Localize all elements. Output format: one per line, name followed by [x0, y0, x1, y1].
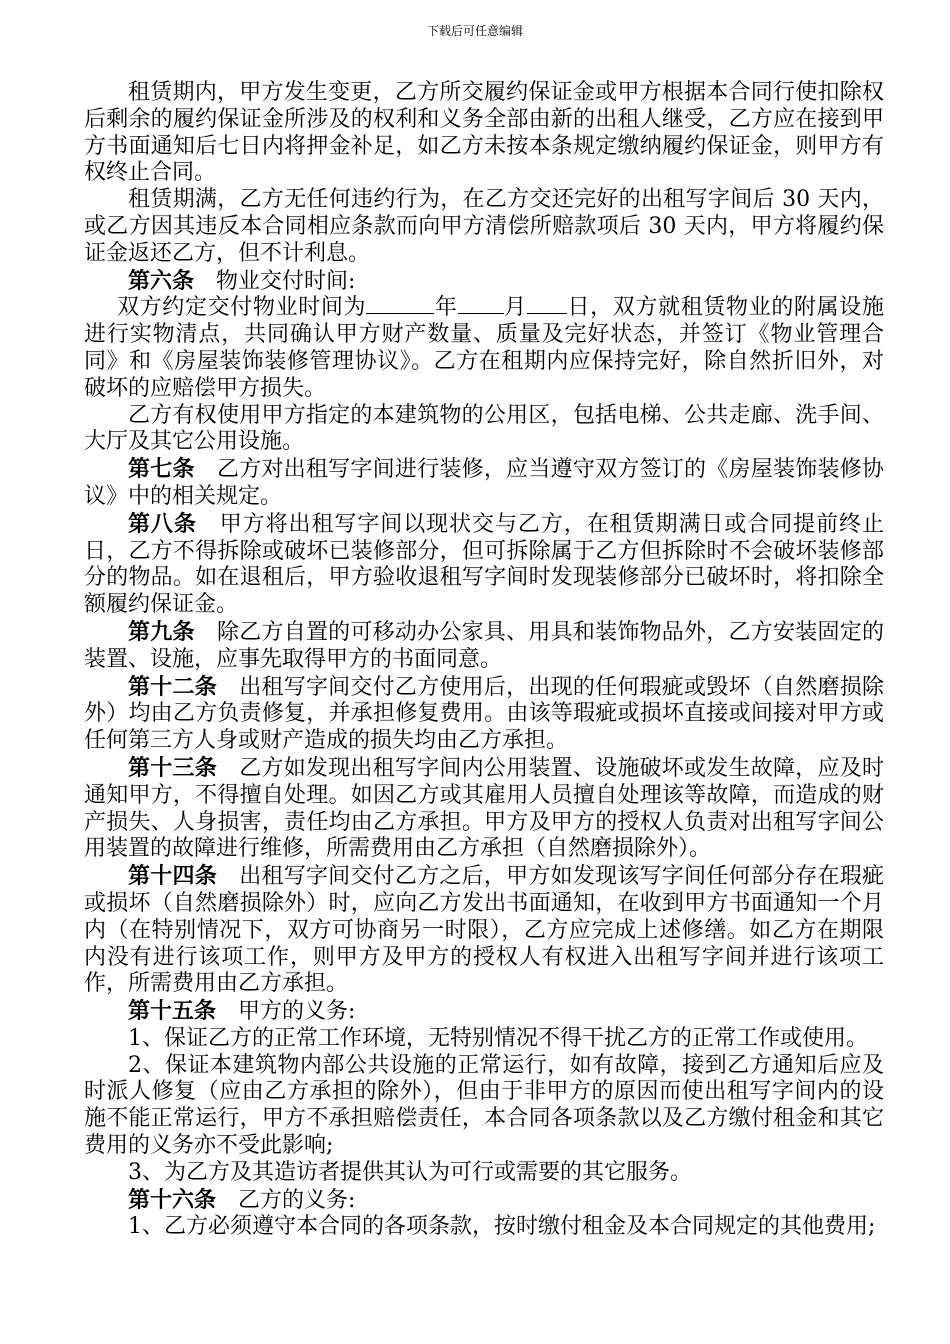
article-6-suffix: 日，双方就租赁物业的附属设施进行实物清点，共同确认甲方财产数量、质量及完好状态，并签订《物业管理合同》和《房屋装饰装修管理协议》。乙方在租期内应保持完好，除自然折旧外，对破坏的应赔偿甲方损失。	[84, 295, 884, 401]
article-8	[84, 511, 884, 619]
year-blank-field[interactable]	[366, 295, 434, 314]
article-7-text: 乙方对出租写字间进行装修，应当遵守双方签订的《房屋装饰装修协议》中的相关规定。	[84, 457, 884, 509]
article-13	[84, 755, 884, 863]
month-label: 月	[503, 295, 527, 321]
article-6-body	[84, 295, 884, 402]
article-6-prefix: 双方约定交付物业时间为	[117, 295, 367, 321]
article-7-number: 第七条	[128, 456, 195, 483]
article-16-heading	[84, 1187, 884, 1215]
article-9-text: 除乙方自置的可移动办公家具、用具和装饰物品外，乙方安装固定的装置、设施，应事先取得甲方的书面同意。	[84, 619, 884, 672]
document-body	[84, 80, 884, 1241]
page-header: 下载后可任意编辑	[426, 24, 523, 38]
paragraph-deposit-change: 租赁期内，甲方发生变更，乙方所交履约保证金或甲方根据本合同行使扣除权后剩余的履约保证金所涉及的权利和义务全部由新的出租人继受，乙方应在接到甲方书面通知后七日内将押金补足，如乙方未按本条规定缴纳履约保证金，则甲方有权终止合同。	[84, 80, 884, 186]
article-14-text: 出租写字间交付乙方之后，甲方如发现该写字间任何部分存在瑕疵或损坏（自然磨损除外）时，应向乙方发出书面通知，在收到甲方书面通知一个月内（在特别情况下，双方可协商另一时限），乙方应完成上述修缮。如乙方在期限内没有进行该项工作，则甲方及甲方的授权人有权进入出租写字间并进行该项工作，所需费用由乙方承担。	[84, 864, 884, 997]
article-16-title: 乙方的义务:	[216, 1187, 356, 1213]
article-7	[84, 456, 884, 511]
article-13-number: 第十三条	[128, 754, 217, 781]
day-blank-field[interactable]	[527, 295, 567, 314]
article-6-title: 物业交付时间:	[194, 268, 356, 294]
article-13-text: 乙方如发现出租写字间内公用装置、设施破坏或发生故障，应及时通知甲方，不得擅自处理。如因乙方或其雇用人员擅自处理该等故障，而造成的财产损失、人身损害，责任均由乙方承担。甲方及甲方的授权人负责对出租写字间公用装置的故障进行维修，所需费用由乙方承担（自然磨损除外）。	[84, 755, 884, 862]
article-9	[84, 619, 884, 674]
year-label: 年	[434, 295, 458, 321]
article-12-text: 出租写字间交付乙方使用后，出现的任何瑕疵或毁坏（自然磨损除外）均由乙方负责修复，并承担修复费用。由该等瑕疵或损坏直接或间接对甲方或任何第三方人身或财产造成的损失均由乙方承担。	[84, 674, 884, 754]
article-16-item-1: 1、乙方必须遵守本合同的各项条款，按时缴付租金及本合同规定的其他费用;	[128, 1214, 876, 1240]
article-15-item-3: 3、为乙方及其造访者提供其认为可行或需要的其它服务。	[128, 1159, 692, 1185]
article-15-heading	[84, 998, 884, 1026]
article-9-number: 第九条	[128, 618, 195, 645]
article-15-number: 第十五条	[128, 998, 217, 1025]
article-14-number: 第十四条	[128, 863, 217, 890]
paragraph-public-areas: 乙方有权使用甲方指定的本建筑物的公用区，包括电梯、公共走廊、洗手间、大厅及其它公用设施。	[84, 402, 884, 455]
article-15-item-2: 2、保证本建筑物内部公共设施的正常运行，如有故障，接到乙方通知后应及时派人修复（应由乙方承担的除外），但由于非甲方的原因而使出租写字间内的设施不能正常运行，甲方不承担赔偿责任，本合同各项条款以及乙方缴付租金和其它费用的义务亦不受此影响;	[84, 1052, 884, 1159]
article-15-item-1: 1、保证乙方的正常工作环境，无特别情况不得干扰乙方的正常工作或使用。	[128, 1025, 868, 1051]
article-12	[84, 674, 884, 755]
article-6-number: 第六条	[128, 267, 195, 294]
article-8-text: 甲方将出租写字间以现状交与乙方，在租赁期满日或合同提前终止日，乙方不得拆除或破坏已装修部分，但可拆除属于乙方但拆除时不会破坏装修部分的物品。如在退租后，甲方验收退租写字间时发现装修部分已破坏时，将扣除全额履约保证金。	[84, 511, 884, 618]
article-16-number: 第十六条	[128, 1186, 217, 1213]
article-12-number: 第十二条	[128, 673, 217, 700]
month-blank-field[interactable]	[458, 295, 504, 314]
article-14	[84, 863, 884, 998]
article-6-heading	[84, 268, 884, 296]
paragraph-deposit-return: 租赁期满，乙方无任何违约行为，在乙方交还完好的出租写字间后 30 天内，或乙方因其违反本合同相应条款而向甲方清偿所赔款项后 30 天内，甲方将履约保证金返还乙方，但不计利息。	[84, 187, 884, 266]
article-15-title: 甲方的义务:	[216, 999, 356, 1025]
article-8-number: 第八条	[128, 510, 197, 537]
